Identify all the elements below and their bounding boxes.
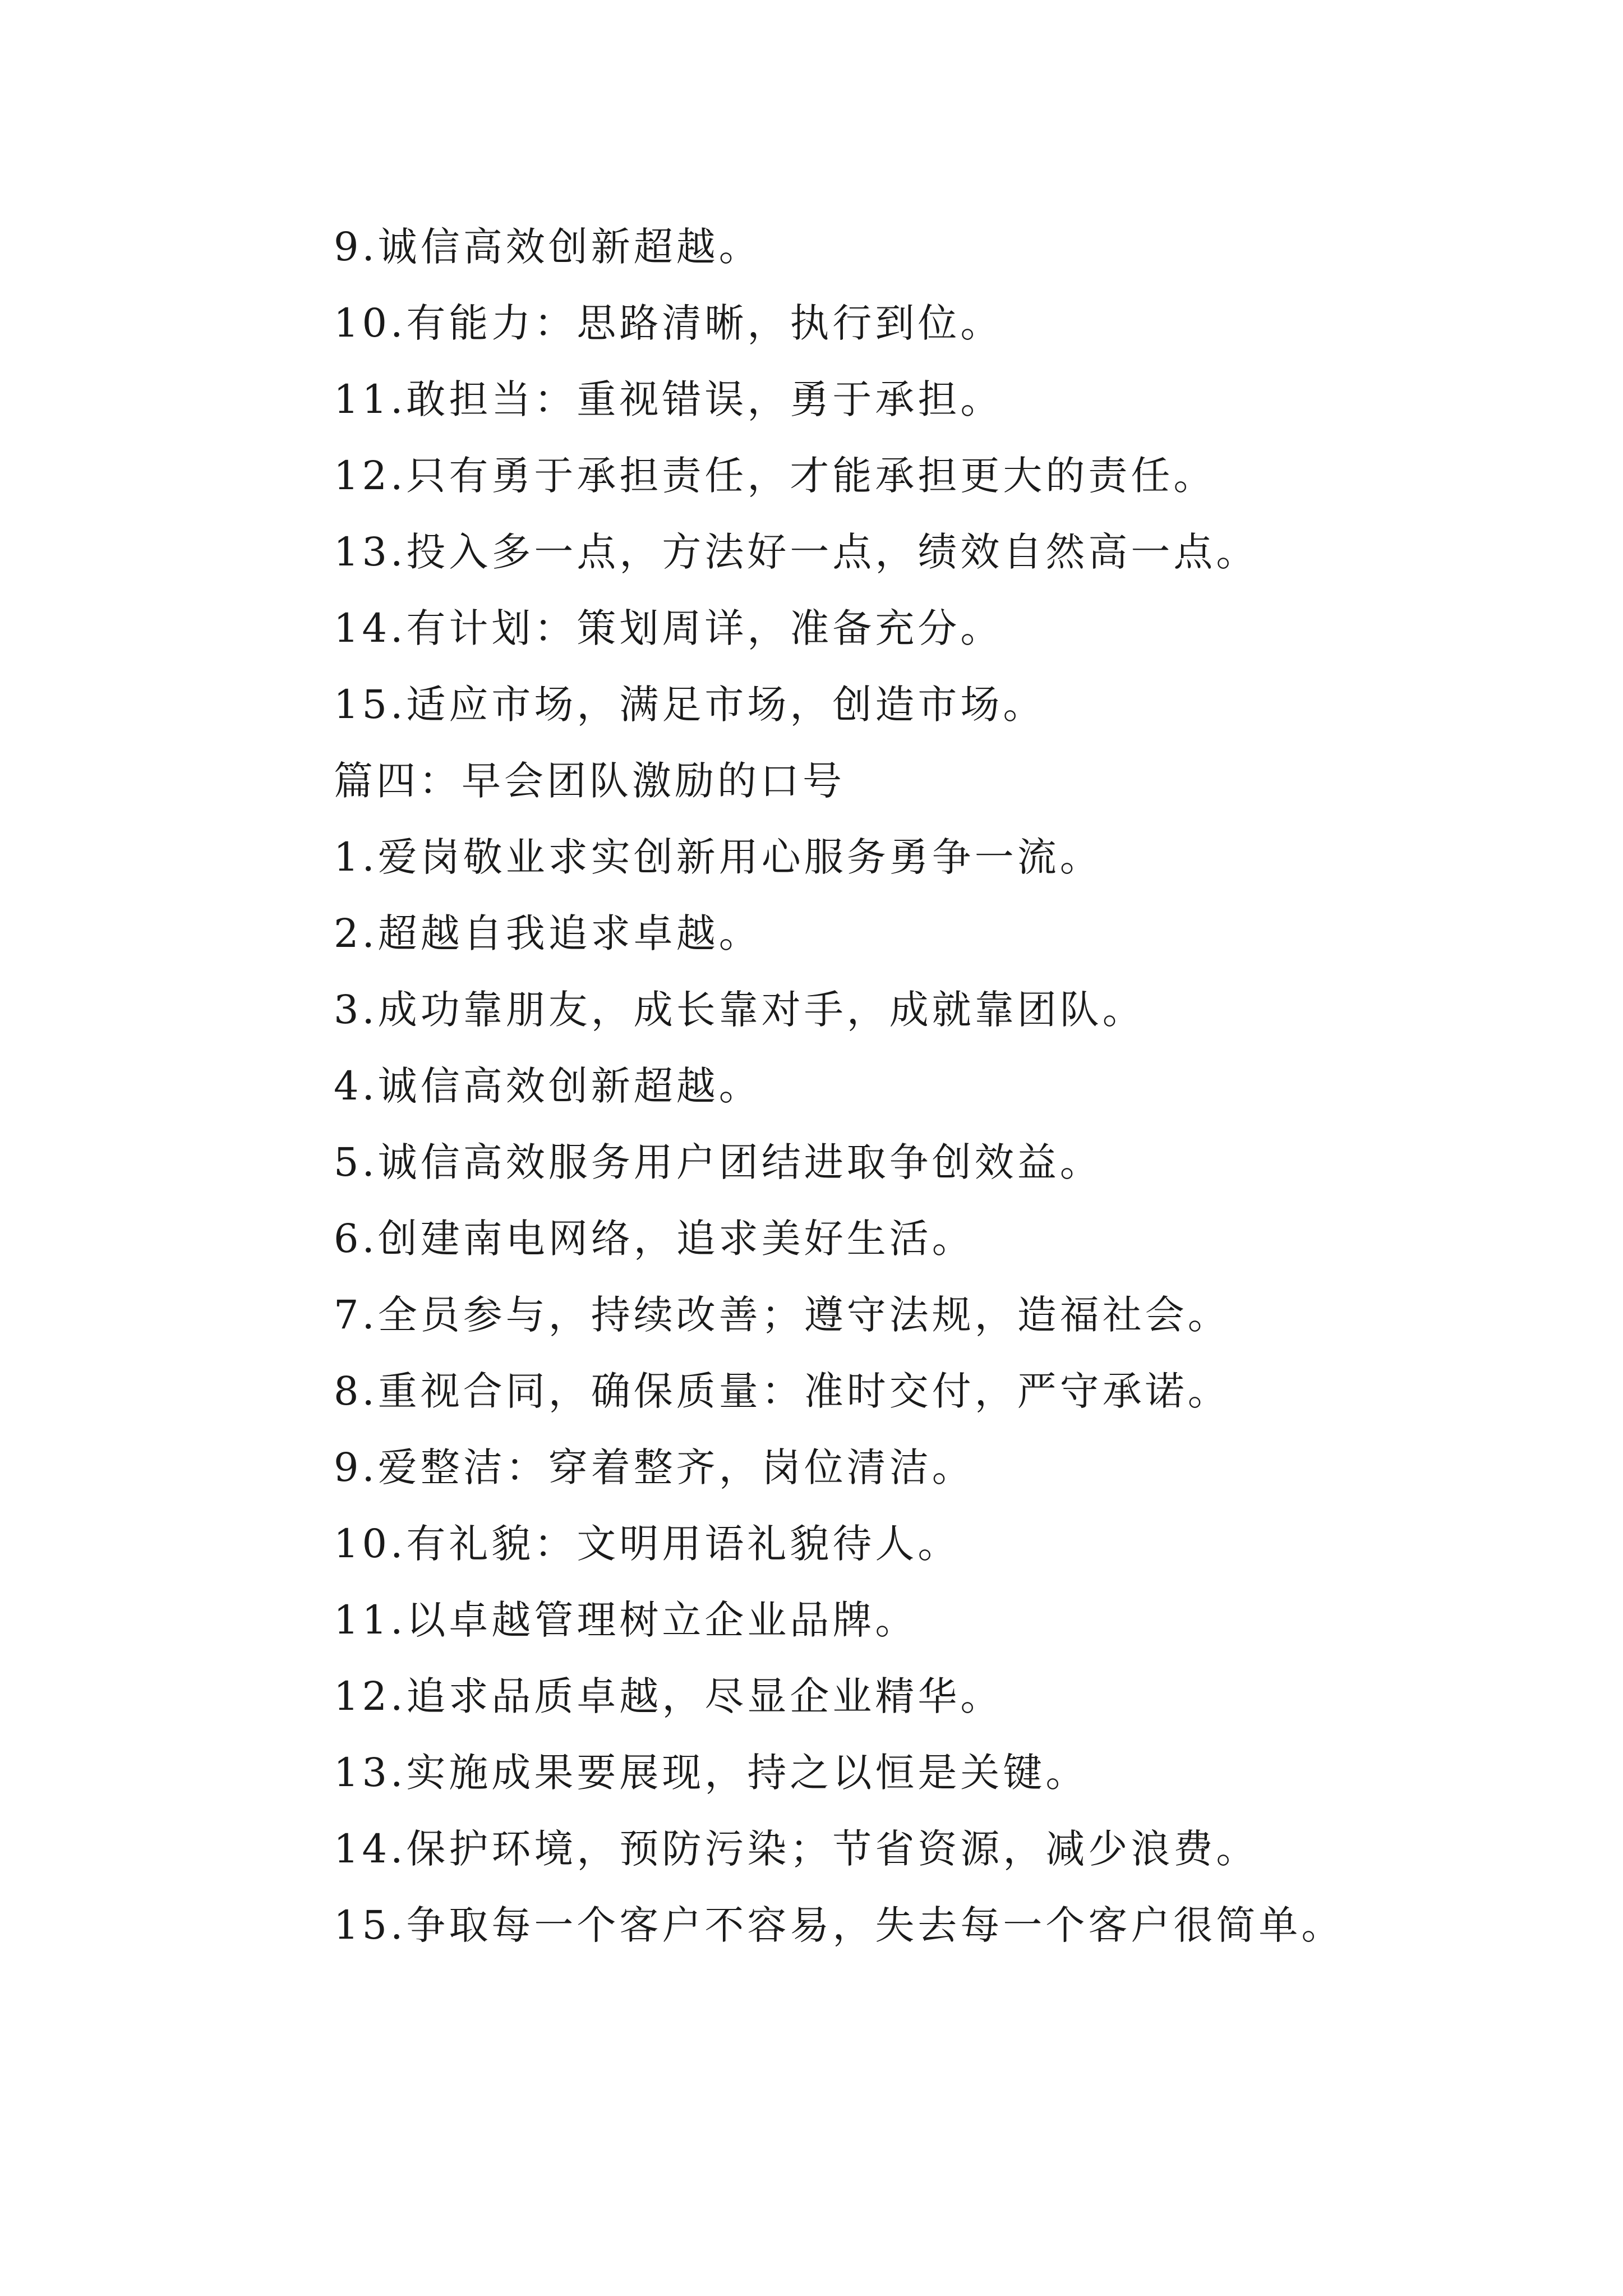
list-item: 6.创建南电网络，追求美好生活。 [334, 1216, 975, 1262]
list-item: 3.成功靠朋友，成长靠对手，成就靠团队。 [334, 987, 1145, 1033]
list-item: 4.诚信高效创新超越。 [334, 1063, 762, 1109]
list-item: 11.敢担当：重视错误，勇于承担。 [334, 376, 1003, 422]
list-item: 1.爱岗敬业求实创新用心服务勇争一流。 [334, 834, 1103, 880]
list-item: 15.适应市场，满足市场，创造市场。 [334, 682, 1046, 728]
list-item: 10.有礼貌：文明用语礼貌待人。 [334, 1521, 961, 1567]
list-item: 11.以卓越管理树立企业品牌。 [334, 1597, 918, 1643]
section-title: 篇四：早会团队激励的口号 [334, 758, 845, 804]
list-item: 9.诚信高效创新超越。 [334, 224, 762, 270]
list-item: 10.有能力：思路清晰，执行到位。 [334, 300, 1003, 346]
list-item: 15.争取每一个客户不容易，失去每一个客户很简单。 [334, 1902, 1344, 1948]
list-item: 13.投入多一点，方法好一点，绩效自然高一点。 [334, 529, 1259, 575]
list-item: 14.有计划：策划周详，准备充分。 [334, 605, 1003, 651]
document-body [334, 209, 1539, 1963]
list-item: 14.保护环境，预防污染；节省资源，减少浪费。 [334, 1826, 1259, 1872]
list-item: 12.只有勇于承担责任，才能承担更大的责任。 [334, 453, 1216, 499]
list-item: 2.超越自我追求卓越。 [334, 910, 762, 956]
list-item: 12.追求品质卓越，尽显企业精华。 [334, 1673, 1003, 1719]
list-item: 9.爱整洁：穿着整齐，岗位清洁。 [334, 1444, 975, 1490]
list-item: 7.全员参与，持续改善；遵守法规，造福社会。 [334, 1292, 1230, 1338]
list-item: 13.实施成果要展现，持之以恒是关键。 [334, 1750, 1089, 1796]
list-item: 8.重视合同，确保质量：准时交付，严守承诺。 [334, 1368, 1230, 1414]
list-item: 5.诚信高效服务用户团结进取争创效益。 [334, 1139, 1103, 1185]
